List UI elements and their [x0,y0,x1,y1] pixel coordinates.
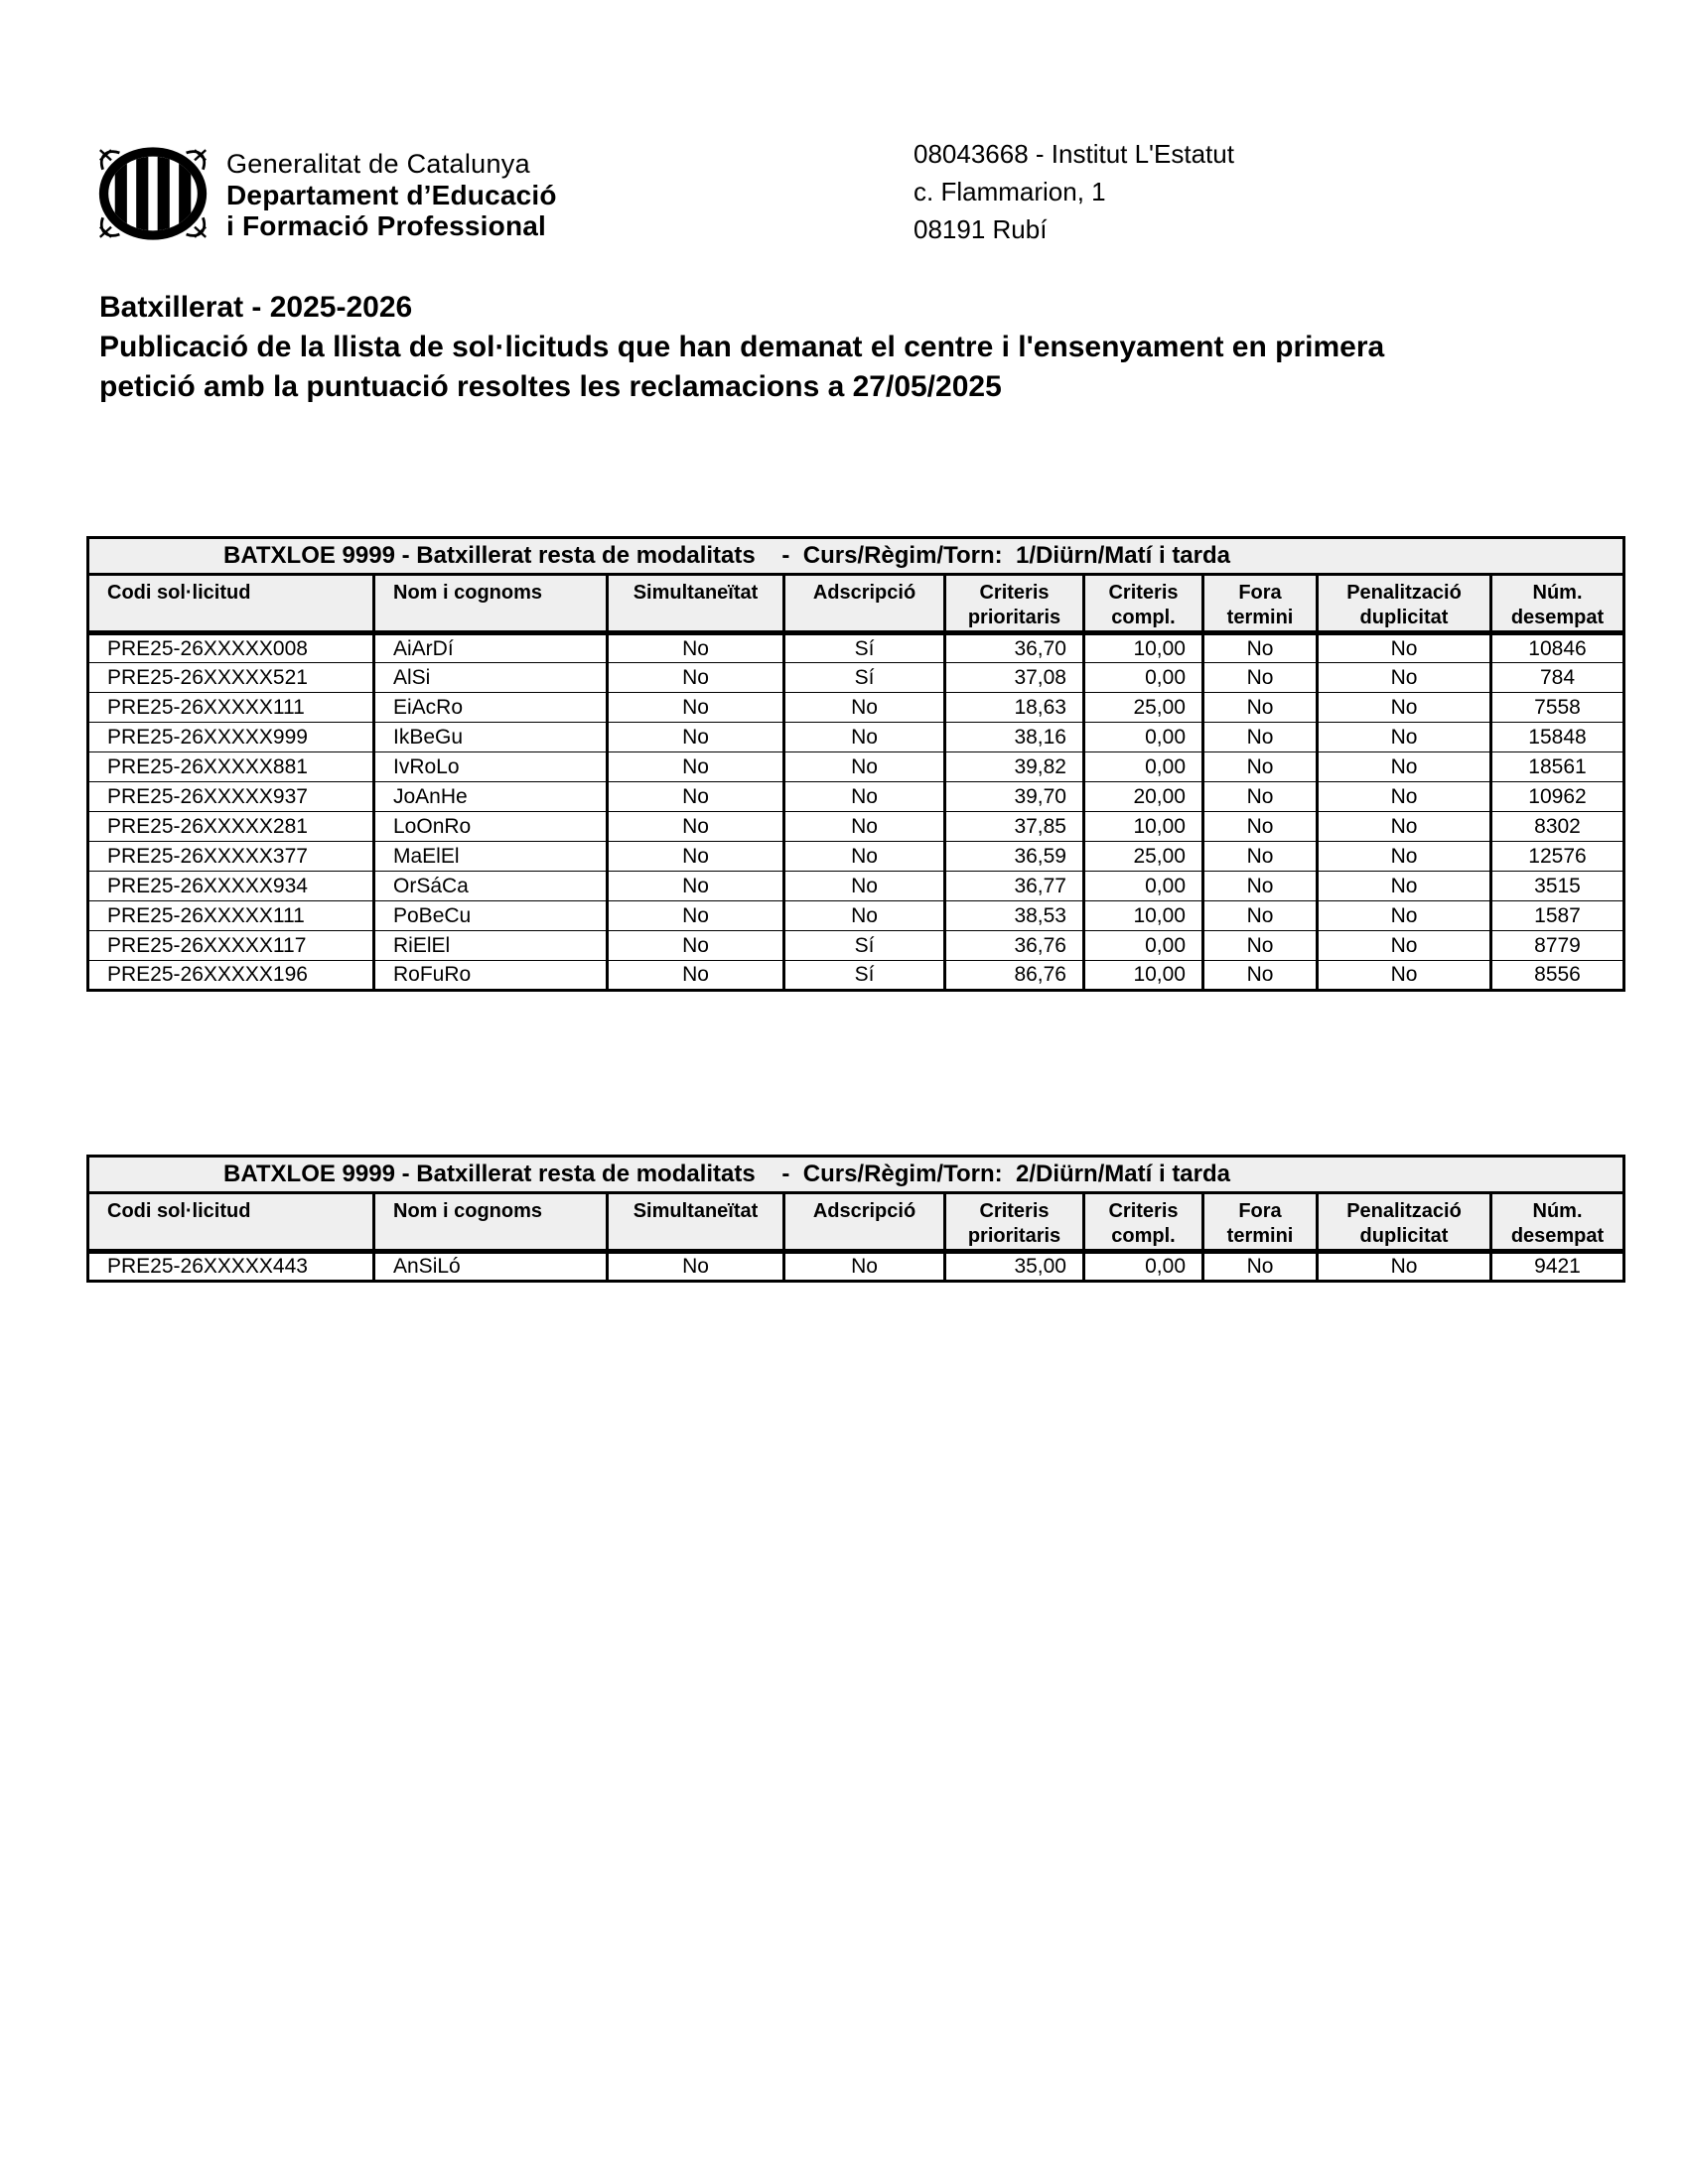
cell-nom-i-cognoms: MaElEl [374,842,608,872]
cell-criteris-compl: 20,00 [1084,782,1203,812]
cell-penalitzacio-duplicitat: No [1318,961,1491,991]
column-header-penalitzacio-duplicitat: Penalització duplicitat [1318,575,1491,633]
cell-fora-termini: No [1203,872,1318,901]
org-department-line-1: Departament d’Educació [226,180,557,210]
column-header-simultaneitat: Simultaneïtat [608,575,784,633]
table-row [88,1252,1624,1282]
cell-fora-termini: No [1203,901,1318,931]
cell-penalitzacio-duplicitat: No [1318,693,1491,723]
cell-criteris-compl: 10,00 [1084,633,1203,663]
document-title [99,288,1384,407]
cell-adscripcio: No [784,842,945,872]
table-2-title: BATXLOE 9999 - Batxillerat resta de modalitats - Curs/Règim/Torn: 2/Diürn/Matí i tarda [88,1157,1624,1193]
cell-fora-termini: No [1203,663,1318,693]
table-row [88,723,1624,752]
brand-text [226,147,557,241]
cell-criteris-compl: 10,00 [1084,812,1203,842]
column-header-criteris-prioritaris: Criteris prioritaris [945,1193,1084,1252]
cell-criteris-compl: 25,00 [1084,842,1203,872]
cell-adscripcio: No [784,812,945,842]
cell-num-desempat: 9421 [1491,1252,1624,1282]
cell-num-desempat: 8556 [1491,961,1624,991]
cell-adscripcio: Sí [784,663,945,693]
cell-num-desempat: 3515 [1491,872,1624,901]
cell-codi-sollicitud: PRE25-26XXXXX281 [88,812,374,842]
cell-criteris-compl: 0,00 [1084,931,1203,961]
cell-criteris-compl: 0,00 [1084,1252,1203,1282]
table-2-title-row [88,1157,1624,1193]
table-row [88,663,1624,693]
table-row [88,812,1624,842]
cell-adscripcio: No [784,901,945,931]
cell-adscripcio: No [784,872,945,901]
cell-codi-sollicitud: PRE25-26XXXXX196 [88,961,374,991]
cell-codi-sollicitud: PRE25-26XXXXX937 [88,782,374,812]
cell-adscripcio: No [784,782,945,812]
cell-simultaneitat: No [608,723,784,752]
cell-criteris-prioritaris: 37,85 [945,812,1084,842]
table-1-header-row [88,575,1624,633]
cell-fora-termini: No [1203,782,1318,812]
cell-num-desempat: 8302 [1491,812,1624,842]
cell-codi-sollicitud: PRE25-26XXXXX008 [88,633,374,663]
cell-fora-termini: No [1203,633,1318,663]
cell-codi-sollicitud: PRE25-26XXXXX117 [88,931,374,961]
table-1-body [88,633,1624,991]
column-header-criteris-compl: Criteris compl. [1084,1193,1203,1252]
cell-num-desempat: 10846 [1491,633,1624,663]
cell-penalitzacio-duplicitat: No [1318,931,1491,961]
cell-num-desempat: 1587 [1491,901,1624,931]
cell-criteris-compl: 10,00 [1084,961,1203,991]
generalitat-coat-of-arms-icon [97,147,209,240]
cell-fora-termini: No [1203,1252,1318,1282]
cell-simultaneitat: No [608,1252,784,1282]
column-header-adscripcio: Adscripció [784,575,945,633]
cell-simultaneitat: No [608,901,784,931]
column-header-adscripcio: Adscripció [784,1193,945,1252]
cell-criteris-prioritaris: 36,77 [945,872,1084,901]
cell-num-desempat: 15848 [1491,723,1624,752]
column-header-criteris-compl: Criteris compl. [1084,575,1203,633]
table-1-title-row [88,538,1624,575]
column-header-simultaneitat: Simultaneïtat [608,1193,784,1252]
cell-num-desempat: 784 [1491,663,1624,693]
school-street: c. Flammarion, 1 [914,177,1106,206]
cell-num-desempat: 7558 [1491,693,1624,723]
cell-simultaneitat: No [608,961,784,991]
table-row [88,842,1624,872]
cell-penalitzacio-duplicitat: No [1318,842,1491,872]
cell-penalitzacio-duplicitat: No [1318,723,1491,752]
cell-nom-i-cognoms: AiArDí [374,633,608,663]
column-header-fora-termini: Fora termini [1203,575,1318,633]
cell-nom-i-cognoms: AlSi [374,663,608,693]
cell-criteris-prioritaris: 36,59 [945,842,1084,872]
cell-codi-sollicitud: PRE25-26XXXXX881 [88,752,374,782]
admissions-table-1 [86,536,1625,992]
cell-penalitzacio-duplicitat: No [1318,633,1491,663]
cell-adscripcio: Sí [784,633,945,663]
cell-criteris-prioritaris: 36,76 [945,931,1084,961]
cell-fora-termini: No [1203,931,1318,961]
table-row [88,633,1624,663]
cell-penalitzacio-duplicitat: No [1318,782,1491,812]
cell-nom-i-cognoms: LoOnRo [374,812,608,842]
column-header-codi-sollicitud: Codi sol·licitud [88,1193,374,1252]
table-row [88,872,1624,901]
org-name: Generalitat de Catalunya [226,149,530,179]
cell-simultaneitat: No [608,931,784,961]
cell-fora-termini: No [1203,693,1318,723]
cell-penalitzacio-duplicitat: No [1318,663,1491,693]
cell-criteris-prioritaris: 37,08 [945,663,1084,693]
cell-codi-sollicitud: PRE25-26XXXXX377 [88,842,374,872]
cell-penalitzacio-duplicitat: No [1318,752,1491,782]
cell-codi-sollicitud: PRE25-26XXXXX934 [88,872,374,901]
cell-simultaneitat: No [608,872,784,901]
column-header-penalitzacio-duplicitat: Penalització duplicitat [1318,1193,1491,1252]
table-2-header-row [88,1193,1624,1252]
cell-nom-i-cognoms: AnSiLó [374,1252,608,1282]
cell-penalitzacio-duplicitat: No [1318,1252,1491,1282]
column-header-num-desempat: Núm. desempat [1491,575,1624,633]
column-header-nom-i-cognoms: Nom i cognoms [374,1193,608,1252]
cell-criteris-compl: 25,00 [1084,693,1203,723]
cell-codi-sollicitud: PRE25-26XXXXX521 [88,663,374,693]
cell-num-desempat: 8779 [1491,931,1624,961]
cell-nom-i-cognoms: OrSáCa [374,872,608,901]
cell-fora-termini: No [1203,961,1318,991]
cell-codi-sollicitud: PRE25-26XXXXX111 [88,901,374,931]
cell-adscripcio: No [784,693,945,723]
org-department-line-2: i Formació Professional [226,210,547,241]
table-1-title: BATXLOE 9999 - Batxillerat resta de modalitats - Curs/Règim/Torn: 1/Diürn/Matí i tarda [88,538,1624,575]
table-row [88,693,1624,723]
cell-simultaneitat: No [608,752,784,782]
cell-nom-i-cognoms: IkBeGu [374,723,608,752]
cell-nom-i-cognoms: JoAnHe [374,782,608,812]
cell-simultaneitat: No [608,812,784,842]
cell-criteris-prioritaris: 18,63 [945,693,1084,723]
cell-criteris-prioritaris: 35,00 [945,1252,1084,1282]
table-2-body [88,1252,1624,1282]
cell-fora-termini: No [1203,842,1318,872]
title-description-line-2: petició amb la puntuació resoltes les reclamacions a 27/05/2025 [99,370,1002,403]
cell-penalitzacio-duplicitat: No [1318,872,1491,901]
cell-simultaneitat: No [608,663,784,693]
title-description-line-1: Publicació de la llista de sol·licituds que han demanat el centre i l'ensenyament en primera [99,331,1385,363]
cell-penalitzacio-duplicitat: No [1318,901,1491,931]
cell-codi-sollicitud: PRE25-26XXXXX443 [88,1252,374,1282]
table-row [88,931,1624,961]
cell-criteris-prioritaris: 38,53 [945,901,1084,931]
cell-criteris-compl: 0,00 [1084,723,1203,752]
column-header-fora-termini: Fora termini [1203,1193,1318,1252]
cell-criteris-compl: 10,00 [1084,901,1203,931]
cell-simultaneitat: No [608,633,784,663]
cell-penalitzacio-duplicitat: No [1318,812,1491,842]
cell-simultaneitat: No [608,842,784,872]
cell-criteris-prioritaris: 39,70 [945,782,1084,812]
cell-simultaneitat: No [608,782,784,812]
cell-num-desempat: 18561 [1491,752,1624,782]
table-row [88,752,1624,782]
cell-adscripcio: Sí [784,931,945,961]
cell-criteris-compl: 0,00 [1084,752,1203,782]
cell-criteris-prioritaris: 39,82 [945,752,1084,782]
table-row [88,961,1624,991]
cell-criteris-compl: 0,00 [1084,663,1203,693]
cell-adscripcio: Sí [784,961,945,991]
cell-adscripcio: No [784,723,945,752]
table-row [88,901,1624,931]
cell-adscripcio: No [784,752,945,782]
school-postcode-city: 08191 Rubí [914,214,1048,244]
cell-criteris-prioritaris: 86,76 [945,961,1084,991]
cell-nom-i-cognoms: IvRoLo [374,752,608,782]
column-header-criteris-prioritaris: Criteris prioritaris [945,575,1084,633]
cell-simultaneitat: No [608,693,784,723]
cell-nom-i-cognoms: RiElEl [374,931,608,961]
cell-fora-termini: No [1203,723,1318,752]
title-course: Batxillerat - 2025-2026 [99,291,413,324]
cell-nom-i-cognoms: RoFuRo [374,961,608,991]
school-info-block [914,135,1234,248]
table-row [88,782,1624,812]
cell-nom-i-cognoms: PoBeCu [374,901,608,931]
cell-fora-termini: No [1203,812,1318,842]
school-code-and-name: 08043668 - Institut L'Estatut [914,139,1234,169]
cell-fora-termini: No [1203,752,1318,782]
cell-criteris-prioritaris: 36,70 [945,633,1084,663]
column-header-num-desempat: Núm. desempat [1491,1193,1624,1252]
cell-codi-sollicitud: PRE25-26XXXXX999 [88,723,374,752]
brand-block [97,147,557,241]
column-header-nom-i-cognoms: Nom i cognoms [374,575,608,633]
admissions-table-2 [86,1155,1625,1283]
cell-num-desempat: 12576 [1491,842,1624,872]
column-header-codi-sollicitud: Codi sol·licitud [88,575,374,633]
cell-nom-i-cognoms: EiAcRo [374,693,608,723]
cell-num-desempat: 10962 [1491,782,1624,812]
cell-criteris-prioritaris: 38,16 [945,723,1084,752]
cell-adscripcio: No [784,1252,945,1282]
cell-criteris-compl: 0,00 [1084,872,1203,901]
cell-codi-sollicitud: PRE25-26XXXXX111 [88,693,374,723]
